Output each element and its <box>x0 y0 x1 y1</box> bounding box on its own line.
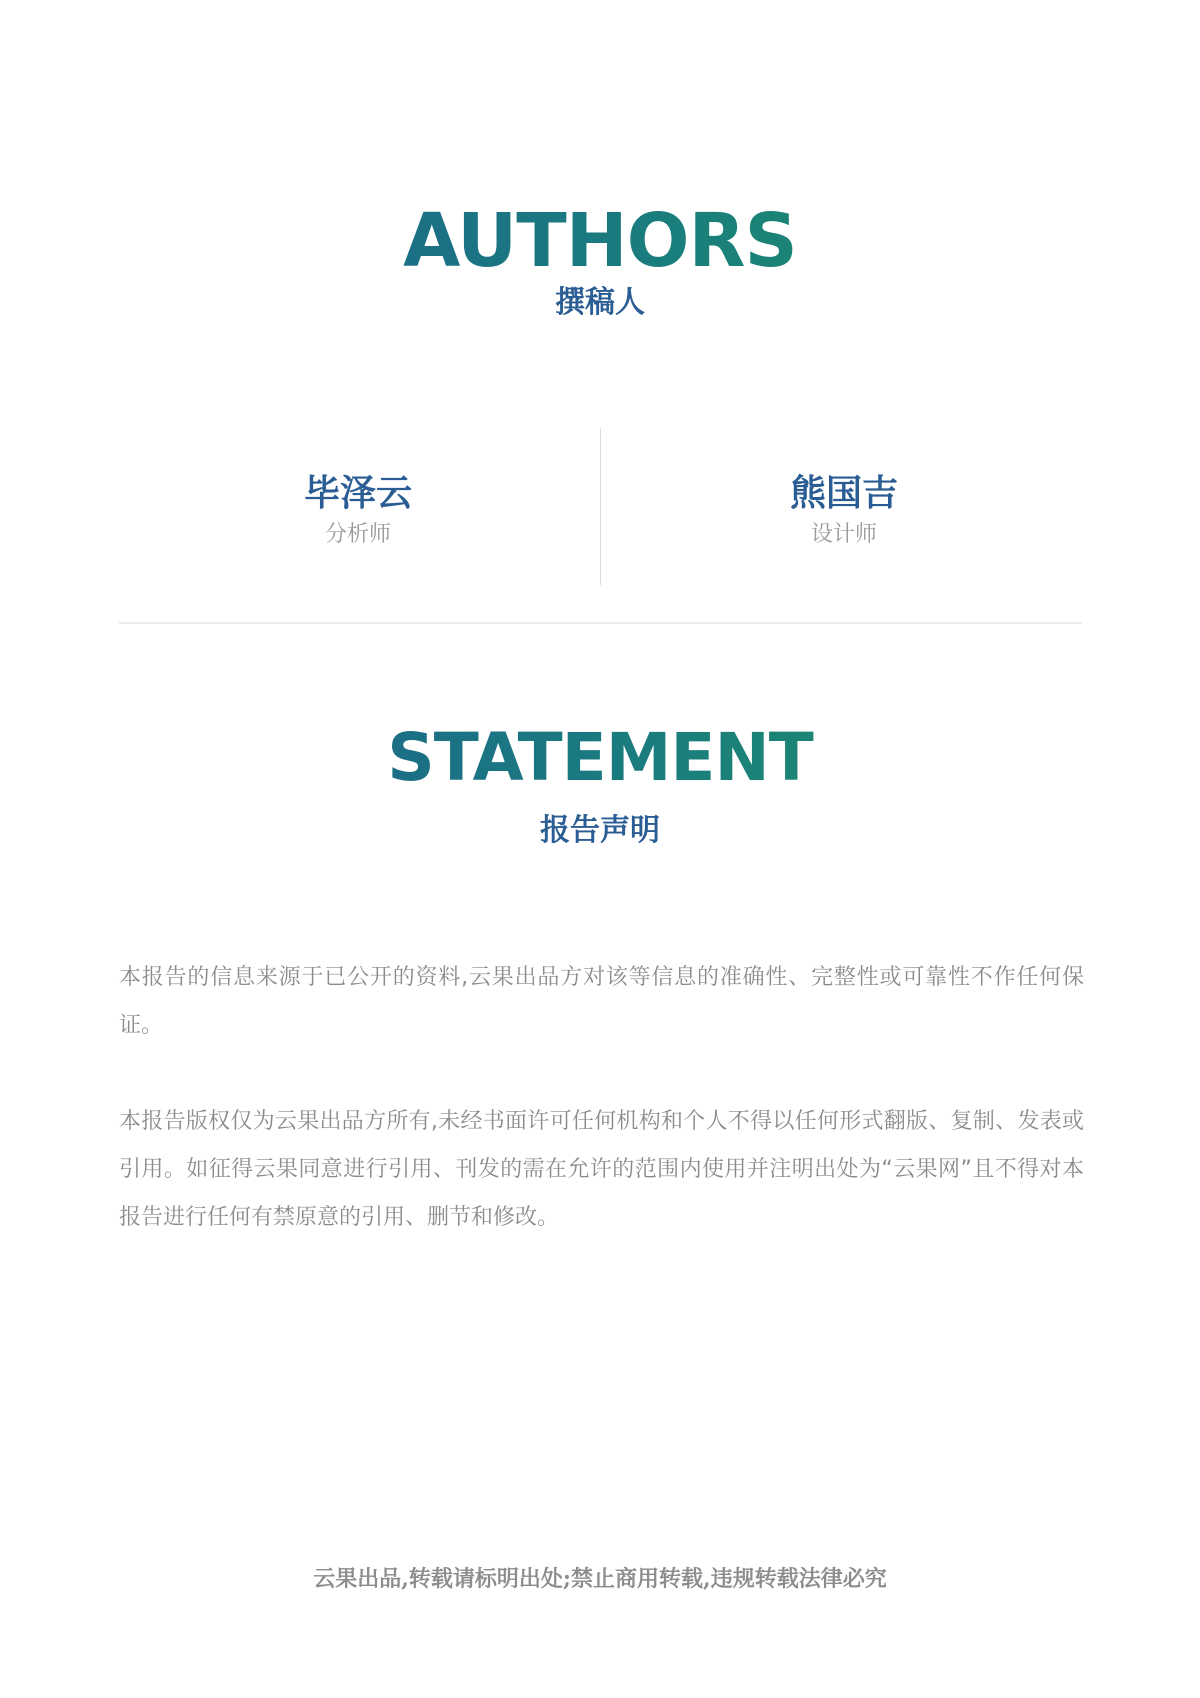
statement-paragraph: 本报告版权仅为云果出品方所有,未经书面许可任何机构和个人不得以任何形式翻版、复制、发表或引用。如征得云果同意进行引用、刊发的需在允许的范围内使用并注明出处为“云果网”且不得对本报告进行任何有禁原意的引用、删节和修改。 <box>119 1109 1084 1230</box>
author-divider <box>600 428 601 585</box>
footer-copyright-note: 云果出品,转载请标明出处;禁止商用转载,违规转载法律必究 <box>313 1566 887 1592</box>
authors-title: AUTHORS <box>0 204 1200 278</box>
statement-paragraph: 本报告的信息来源于已公开的资料,云果出品方对该等信息的准确性、完整性或可靠性不作任何保证。 <box>119 965 1084 1038</box>
statement-title: STATEMENT <box>0 725 1200 791</box>
author-name: 毕泽云 <box>303 473 412 514</box>
author-role: 设计师 <box>810 522 877 547</box>
author-role: 分析师 <box>324 522 391 547</box>
section-divider <box>119 622 1082 624</box>
author-card <box>208 473 508 547</box>
author-name: 熊国吉 <box>789 473 898 514</box>
statement-subtitle: 报告声明 <box>540 813 660 848</box>
authors-subtitle: 撰稿人 <box>555 285 645 320</box>
author-card <box>694 473 994 547</box>
